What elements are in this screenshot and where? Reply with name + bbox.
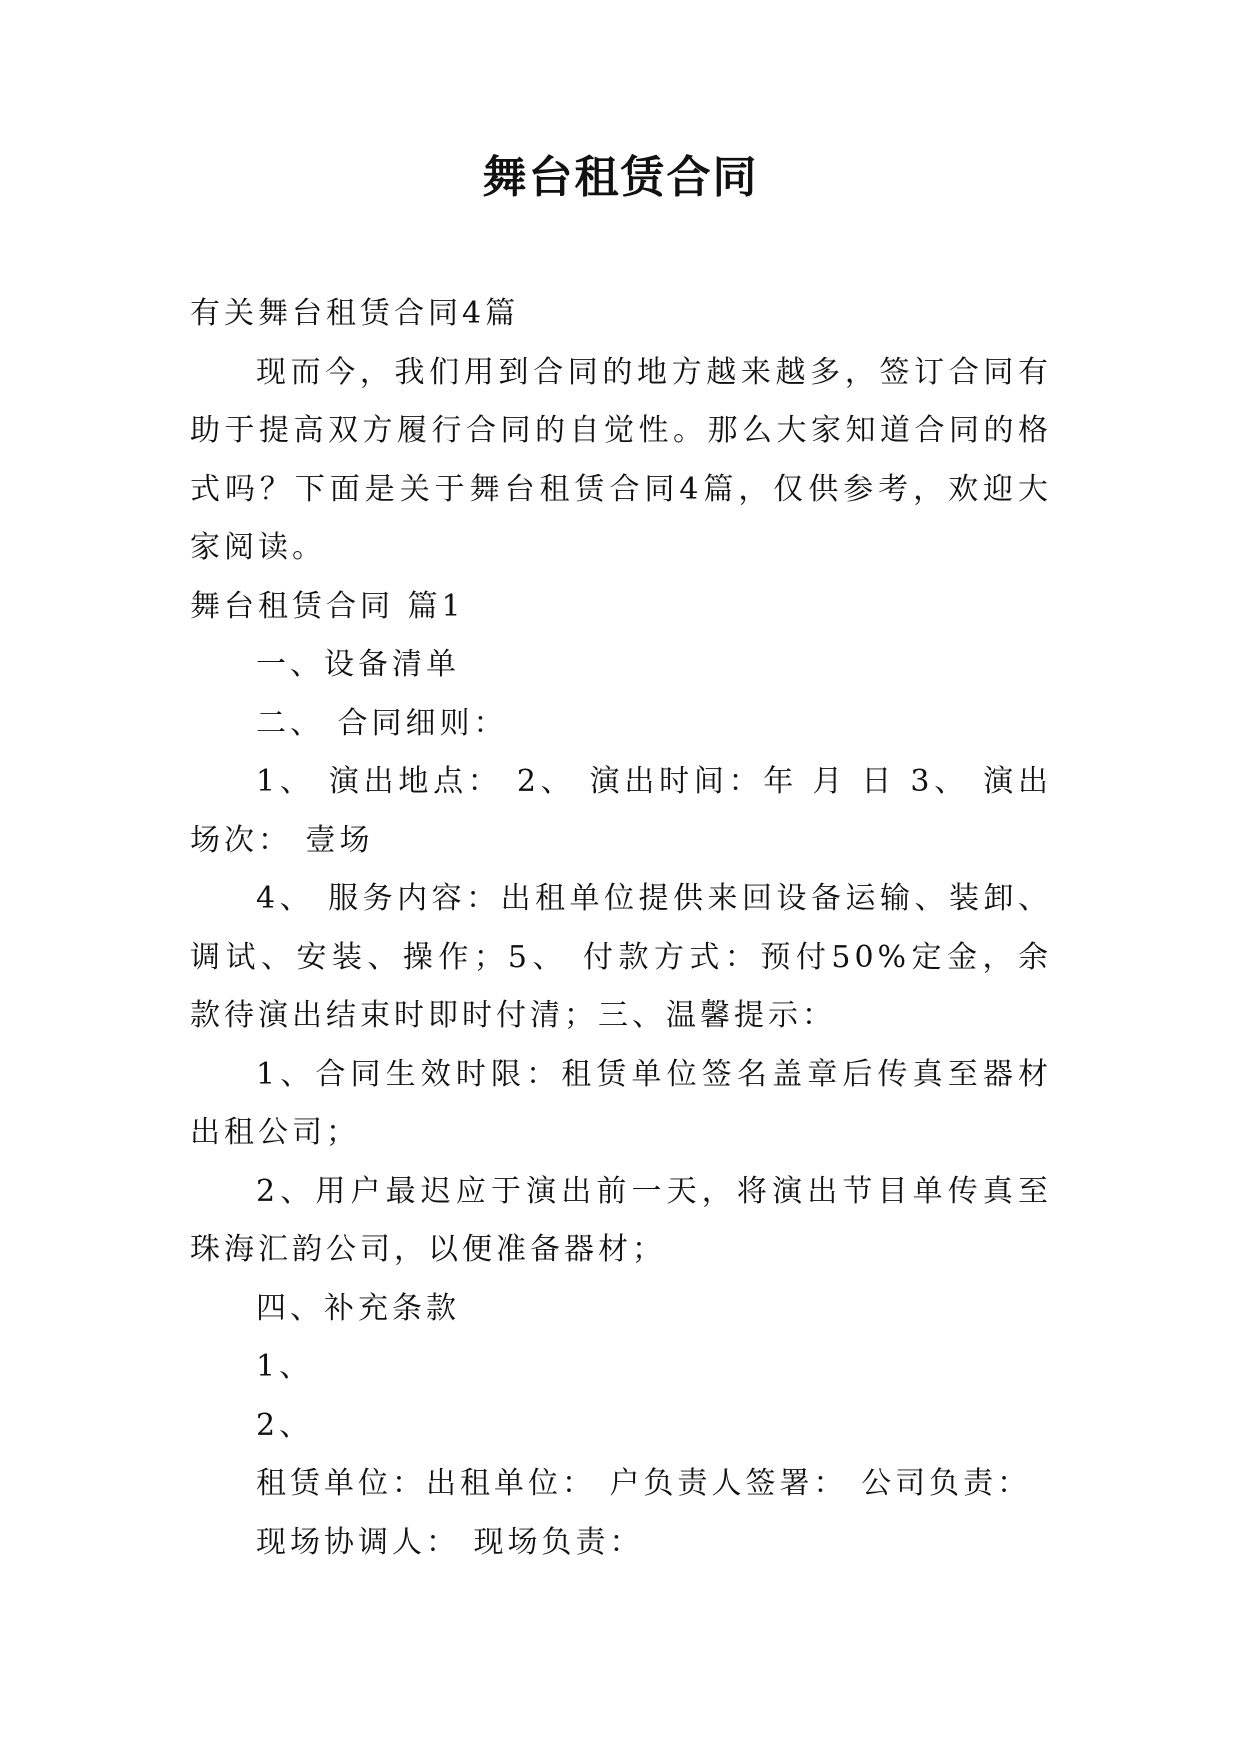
paragraph-equipment-list: 一、设备清单 (256, 647, 460, 682)
paragraph-term-1: 1、 (256, 1349, 314, 1384)
paragraph-program-fax: 2、用户最迟应于演出前一天，将演出节目单传真至珠海汇韵公司，以便准备器材； (190, 1173, 1052, 1267)
paragraph-supplementary-terms: 四、补充条款 (256, 1290, 460, 1326)
paragraph-service-payment: 4、 服务内容：出租单位提供来回设备运输、装卸、调试、安装、操作；5、 付款方式：预付50%定金，余款待演出结束时即时付清；三、温馨提示： (190, 881, 1052, 1033)
paragraph-onsite-contacts: 现场协调人： 现场负责： (256, 1524, 644, 1560)
paragraph-contract-details: 二、 合同细则： (256, 705, 508, 741)
paragraph-intro: 现而今，我们用到合同的地方越来越多，签订合同有助于提高双方履行合同的自觉性。那么大家知道合同的格式吗？下面是关于舞台租赁合同4篇，仅供参考，欢迎大家阅读。 (190, 354, 1052, 565)
paragraph-signatures: 租赁单位：出租单位： 户负责人签署： 公司负责： (256, 1466, 1032, 1501)
document-body (190, 285, 1052, 1572)
section-heading-part-1: 舞台租赁合同 篇1 (190, 588, 465, 624)
paragraph-performance-info: 1、 演出地点： 2、 演出时间：年 月 日 3、 演出场次： 壹场 (190, 764, 1052, 858)
paragraph-intro-heading: 有关舞台租赁合同4篇 (190, 296, 520, 331)
paragraph-term-2: 2、 (256, 1407, 314, 1443)
document-title: 舞台租赁合同 (482, 152, 759, 203)
paragraph-effective-time: 1、合同生效时限：租赁单位签名盖章后传真至器材出租公司； (190, 1056, 1052, 1150)
